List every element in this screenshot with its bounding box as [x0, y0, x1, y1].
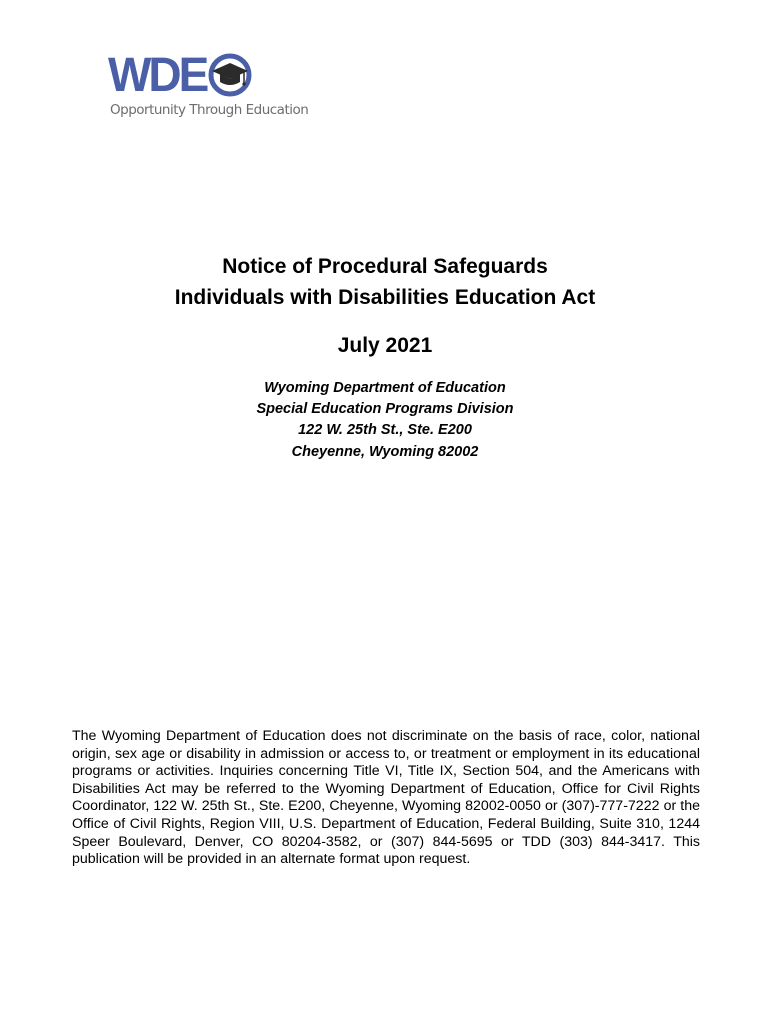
- address-block: [0, 378, 770, 463]
- graduation-cap-icon: [208, 53, 252, 97]
- address-city: Cheyenne, Wyoming 82002: [291, 444, 479, 460]
- address-organization: Wyoming Department of Education: [264, 380, 506, 396]
- logo-tagline: Opportunity Through Education: [110, 102, 309, 118]
- title-line-1: Notice of Procedural Safeguards: [222, 255, 548, 278]
- address-division: Special Education Programs Division: [256, 401, 514, 417]
- logo-mark: [108, 46, 252, 102]
- address-street: 122 W. 25th St., Ste. E200: [298, 422, 472, 438]
- wde-logo: [108, 46, 338, 126]
- document-title: [0, 251, 770, 313]
- document-date-block: [0, 334, 770, 358]
- title-line-2: Individuals with Disabilities Education Act: [174, 286, 596, 309]
- logo-wordmark: WDE: [108, 46, 207, 102]
- nondiscrimination-statement: The Wyoming Department of Education does not discriminate on the basis of race, color, national origin, sex age or disability in admission or access to, or treatment or employment in its educational programs or activities. Inquiries concerning Title VI, Title IX, Section 504, and the Americans with Disabilities Act may be referred to the Wyoming Department of Education, Office for Civil Rights Coordinator, 122 W. 25th St., Ste. E200, Cheyenne, Wyoming 82002-0050 or (307)-777-7222 or the Office of Civil Rights, Region VIII, U.S. Department of Education, Federal Building, Suite 310, 1244 Speer Boulevard, Denver, CO 80204-3582, or (307) 844-5695 or TDD (303) 844-3417. This publication will be provided in an alternate format upon request.: [72, 728, 700, 868]
- document-date: July 2021: [337, 334, 433, 357]
